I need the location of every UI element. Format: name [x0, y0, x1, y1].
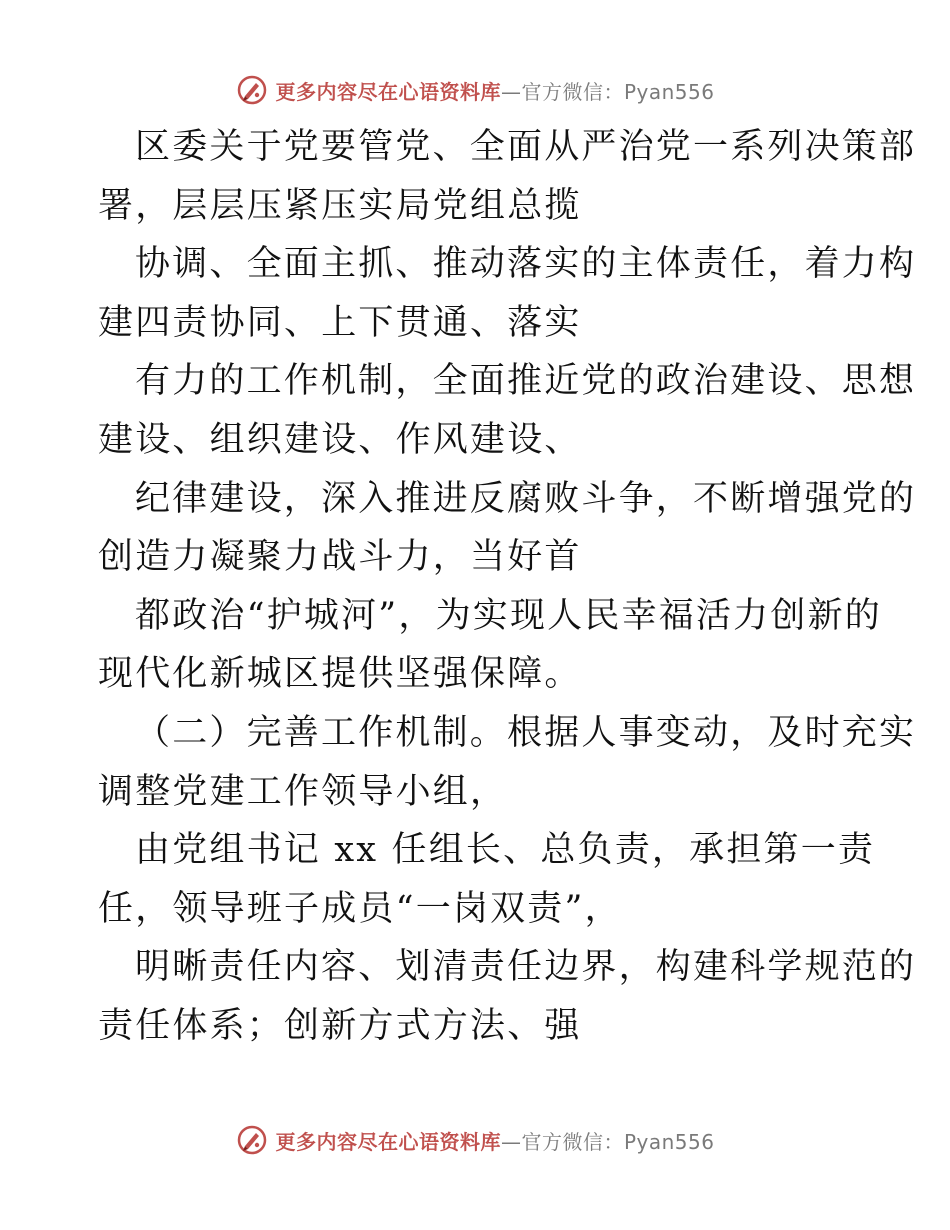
paragraph-line: 建设、组织建设、作风建设、 [98, 419, 582, 460]
paragraph-line: （二）完善工作机制。根据人事变动，及时充实 [135, 712, 917, 753]
banner-promo-text: 更多内容尽在心语资料库 [275, 79, 501, 104]
paragraph-line: 责任体系；创新方式方法、强 [98, 1005, 582, 1046]
footer-banner [0, 1120, 950, 1160]
pen-nib-logo-icon [235, 1123, 269, 1157]
paragraph-line: 任，领导班子成员“一岗双责”， [98, 888, 622, 929]
paragraph-line: 由党组书记 xx 任组长、总负责，承担第一责 [135, 830, 876, 871]
banner-official-text: —官方微信：Pyan556 [500, 1129, 715, 1154]
paragraph-line: 区委关于党要管党、全面从严治党一系列决策部 [135, 127, 917, 167]
paragraph-line: 都政治“护城河”，为实现人民幸福活力创新的 [135, 595, 882, 636]
paragraph-line: 有力的工作机制，全面推近党的政治建设、思想 [135, 361, 917, 402]
paragraph-line: 明晰责任内容、划清责任边界，构建科学规范的 [135, 947, 917, 988]
paragraph-line: 现代化新城区提供坚强保障。 [98, 654, 582, 695]
header-banner [0, 70, 950, 110]
paragraph-line: 署，层层压紧压实局党组总揽 [98, 185, 582, 226]
paragraph-line: 纪律建设，深入推进反腐败斗争，不断增强党的 [135, 478, 917, 519]
paragraph-line: 调整党建工作领导小组， [98, 771, 508, 812]
banner-official-text: —官方微信：Pyan556 [500, 79, 715, 104]
pen-nib-logo-icon [235, 73, 269, 107]
document-body [98, 118, 917, 1056]
paragraph-line: 协调、全面主抓、推动落实的主体责任，着力构 [135, 244, 917, 285]
paragraph-line: 创造力凝聚力战斗力，当好首 [98, 537, 582, 578]
paragraph-line: 建四责协同、上下贯通、落实 [98, 302, 582, 343]
banner-promo-text: 更多内容尽在心语资料库 [275, 1129, 501, 1154]
